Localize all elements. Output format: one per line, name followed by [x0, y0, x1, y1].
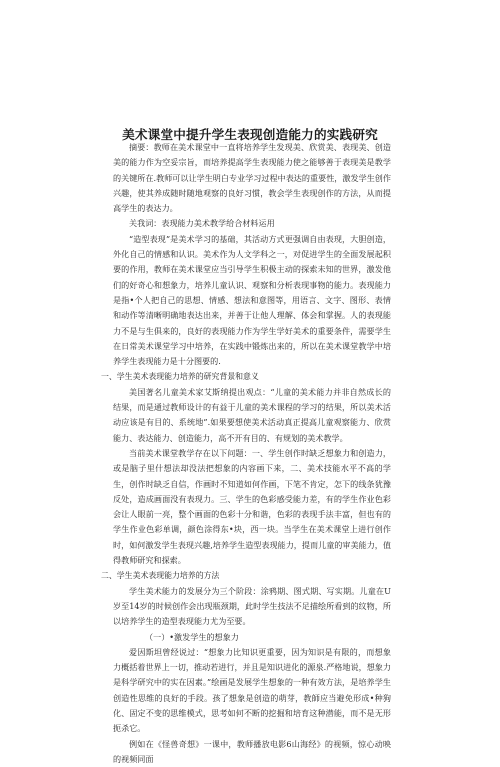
intro-paragraph: “造型表现”是美术学习的基础，其活动方式更强调自由表现，大胆创造，外化自己的情感和认识。美术作为人文学科之一，对促进学生的全面发展起积要的作用，教师在美术课堂应当引导学生积极主动的探索未知的世界，激发他们的好奇心和想象力，培养儿童认识、观察和分析表现事物的能力。表现能力是指•个人把自己的思想、情感、想法和意图等，用语言、文字、图形、表情和动作等清晰明确地表达出来，并善于让他人理解、体会和掌握。人的表现能力不是与生俱来的，良好的表现能力作为学生学好美术的重要条件，需要学生在日常美术课堂学习中培养，在实践中锻炼出来的，所以在美术课堂教学中培养学生表现能力是十分图要的.	[113, 233, 391, 367]
document-title: 美术课堂中提升学生表现创造能力的实践研究	[122, 127, 378, 142]
keywords-line: 关我词：表现能力美术教学给合材料运用	[129, 218, 275, 229]
section-heading-2: 二、学生美术表现能力培养的方法	[101, 571, 220, 581]
abstract-paragraph: 摘要：教师在美术课堂中一直将培养学生发现美、欣赏美、表现美、创造美的能力作为空妥宗旨，而培养提高学生表现能力使之能够善于表现美是教学的关键所在.教师可以让学生明白专业学习过程中表达的重要性，激发学生创作兴趣，使其养成随时随地观察的良好习惯，教会学生表现创作的方法，从而提高学生的表达力。	[113, 142, 391, 214]
section1-paragraph-2: 当前美术课堂教学存在以下问题：一、学生创作时缺乏想象力和创造力，或是脑子里什想法却没法把想象的内容画下来，二、美术技能水平不高的学生，创作时缺乏自信，作画时不知道如何作画，下笔不肯定，怎下的线条犹豫反处，造成画面没有表现力。三、学生的色彩感受能力差，有的学生作业色彩会让人眼前一亮，整个画面的色彩十分和谐，色彩的表现手法丰富，但也有的学生作业色彩单调，颜色涂得东•块，西一块。当学生在美术课堂上进行创作时，如何激发学生表现兴趣,培养学生造型表现能力，提而儿童的审美能力，值得教师研究和探索。	[113, 447, 391, 566]
document-body	[101, 140, 391, 767]
section1-paragraph-1: 美国著名儿童美术家艾斯纳提出观点：“儿童的美术能力并非自然成长的结果，而是通过教师设计的有益于儿童的美术课程的学习的结果，所以美术活动应该是有目的、系统地”.如果要想使美术活动真正提高儿童观察能力、欣赏能力、表达能力、创造能力，高不开有目的、有规划的美术教学。	[113, 386, 391, 443]
section2-paragraph-1: 学生美术能力的发展分为三个阶段：涂鸦期、图式期、写实期。儿童在U岁至14岁的时候创作会出现瓶颈期，此时学生技法不足描绘所看到的纹物，所以培养学生的造型表现能力尤为至要。	[113, 585, 391, 627]
section-heading-1: 一、学生美术表现能力培养的研究背景和意义	[101, 372, 259, 382]
subsection-heading-1: （一）•激发学生的想象力	[145, 631, 239, 642]
subsection1-paragraph-2: 例如在《怪兽奇想》一课中，教师播放电影6山海经》的视频，惊心动映的视频同面	[113, 738, 391, 764]
subsection1-paragraph-1: 爱因斯坦曾经说过：“想象力比知识更重要，因为知识是有限的，而想象力概括着世界上一切，推动若进行，并且是知识进化的源泉.严格地说，想象力是科学研究中的实在因素。”绘画是发展学生想象的一种有效方法，是培养学生创造性思维的良好的手段。孩了想象是创造的萌芽，教師应当避免形成•种狗化、固定不变的思维模式，思考如何不断的挖掘和培育这种潜能，而不是无形扼杀它。	[113, 646, 391, 734]
